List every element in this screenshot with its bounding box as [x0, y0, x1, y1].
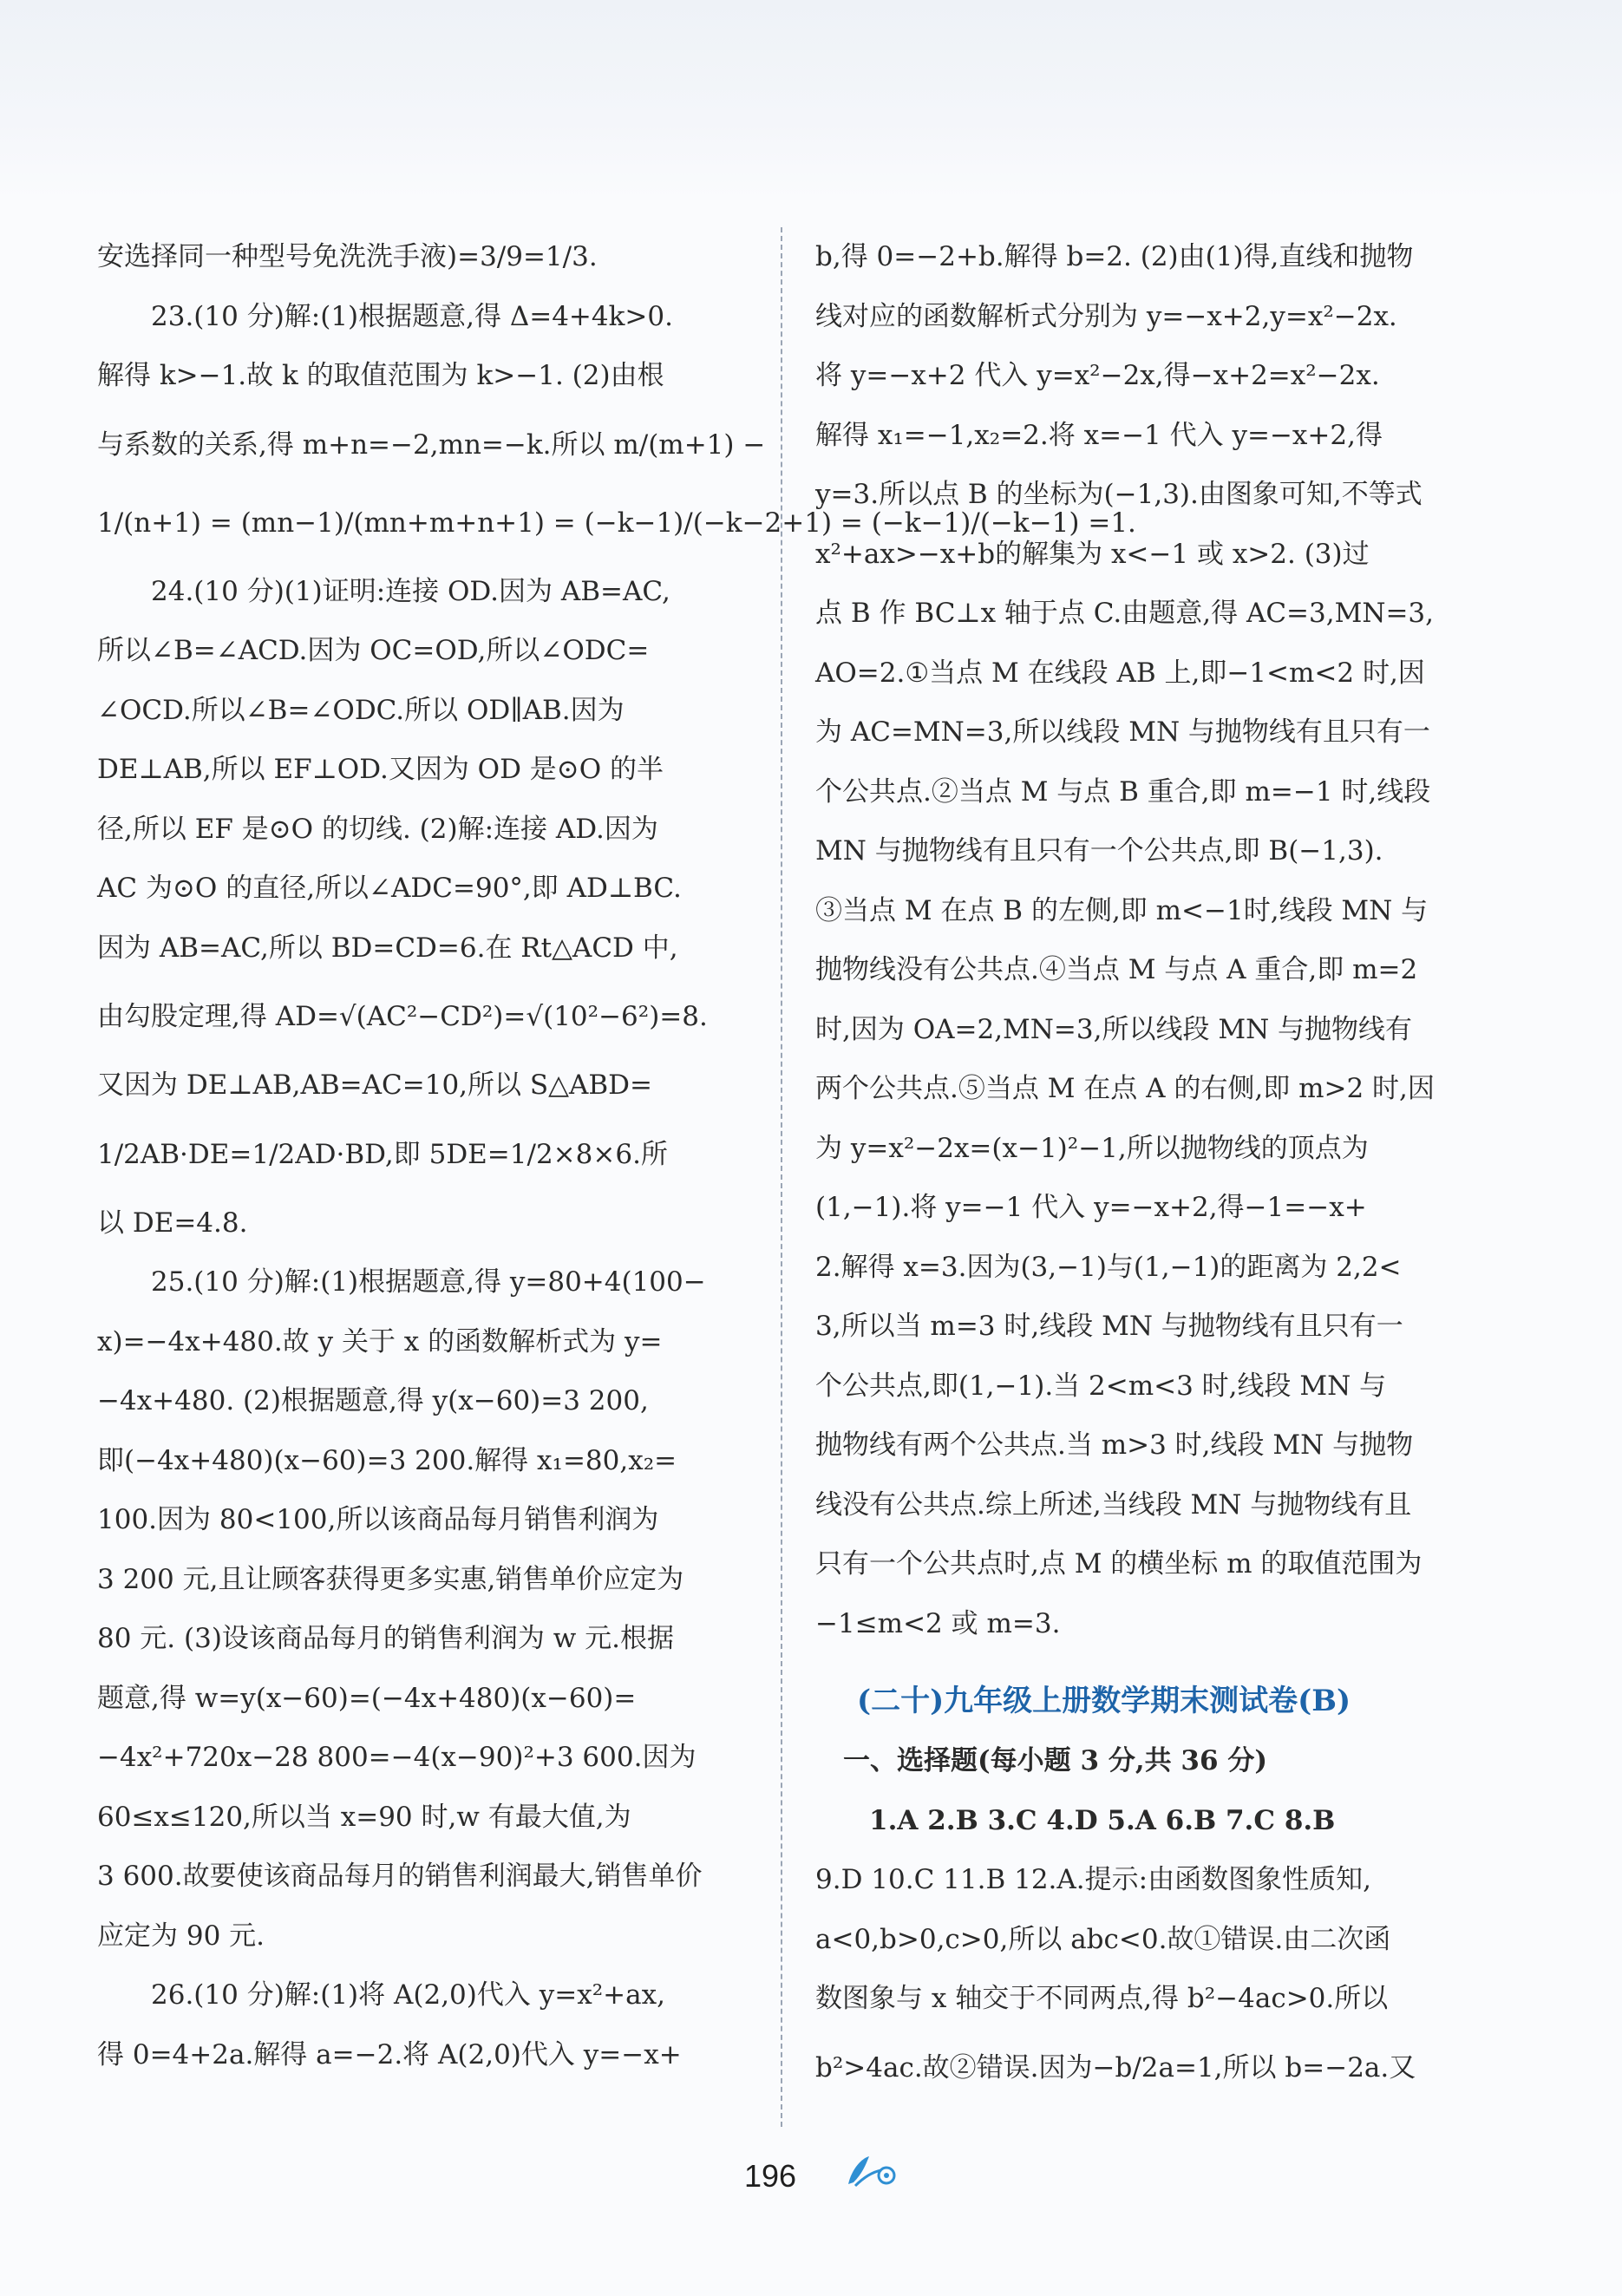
text-line: y=3.所以点 B 的坐标为(−1,3).由图象可知,不等式 — [815, 479, 1423, 510]
text-line: 24.(10 分)(1)证明:连接 OD.因为 AB=AC, — [151, 575, 670, 607]
text-line: −4x²+720x−28 800=−4(x−90)²+3 600.因为 — [97, 1742, 697, 1773]
page-number: 196 — [744, 2158, 797, 2194]
text-line: 径,所以 EF 是⊙O 的切线. (2)解:连接 AD.因为 — [97, 813, 658, 845]
right-column — [815, 227, 1475, 2107]
text-line: 抛物线没有公共点.④当点 M 与点 A 重合,即 m=2 — [815, 954, 1418, 985]
text-line: 题意,得 w=y(x−60)=(−4x+480)(x−60)= — [97, 1682, 637, 1714]
text-line: 线没有公共点.综上所述,当线段 MN 与抛物线有且 — [815, 1488, 1412, 1521]
text-line: ③当点 M 在点 B 的左侧,即 m<−1时,线段 MN 与 — [815, 894, 1429, 926]
swirl-leaf-icon — [843, 2151, 899, 2189]
text-line: 与系数的关系,得 m+n=−2,mn=−k.所以 m/(m+1) − — [97, 428, 766, 461]
text-line: 25.(10 分)解:(1)根据题意,得 y=80+4(100− — [151, 1266, 706, 1298]
text-line: 3 600.故要使该商品每月的销售利润最大,销售单价 — [97, 1861, 703, 1892]
text-line: 1/2AB·DE=1/2AD·BD,即 5DE=1/2×8×6.所 — [97, 1138, 668, 1170]
text-line: 80 元. (3)设该商品每月的销售利润为 w 元.根据 — [97, 1623, 675, 1654]
text-line: DE⊥AB,所以 EF⊥OD.又因为 OD 是⊙O 的半 — [97, 754, 664, 785]
text-line: 3,所以当 m=3 时,线段 MN 与抛物线有且只有一 — [815, 1311, 1403, 1342]
text-line: −1≤m<2 或 m=3. — [815, 1607, 1061, 1639]
text-line: 线对应的函数解析式分别为 y=−x+2,y=x²−2x. — [815, 300, 1397, 332]
text-line: 又因为 DE⊥AB,AB=AC=10,所以 S△ABD= — [97, 1070, 652, 1101]
text-line: 得 0=4+2a.解得 a=−2.将 A(2,0)代入 y=−x+ — [97, 2038, 682, 2070]
column-divider — [781, 227, 782, 2127]
section-subtitle: 一、选择题(每小题 3 分,共 36 分) — [843, 1745, 1268, 1776]
text-line: 为 AC=MN=3,所以线段 MN 与抛物线有且只有一 — [815, 716, 1430, 748]
text-line: AO=2.①当点 M 在线段 AB 上,即−1<m<2 时,因 — [815, 657, 1425, 689]
text-line: 1/(n+1) = (mn−1)/(mn+m+n+1) = (−k−1)/(−k−2+1) = (−k−1)/(−k−1) =1. — [97, 507, 1136, 539]
text-line: 安选择同一种型号免洗洗手液)=3/9=1/3. — [97, 241, 598, 272]
text-line: 只有一个公共点时,点 M 的横坐标 m 的取值范围为 — [815, 1548, 1423, 1580]
text-line: ∠OCD.所以∠B=∠ODC.所以 OD∥AB.因为 — [97, 694, 625, 726]
text-line: (1,−1).将 y=−1 代入 y=−x+2,得−1=−x+ — [815, 1192, 1367, 1223]
text-line: 以 DE=4.8. — [97, 1207, 248, 1239]
text-line: 两个公共点.⑤当点 M 在点 A 的右侧,即 m>2 时,因 — [815, 1073, 1435, 1104]
text-line: 解得 k>−1.故 k 的取值范围为 k>−1. (2)由根 — [97, 360, 664, 391]
text-line: 23.(10 分)解:(1)根据题意,得 Δ=4+4k>0. — [151, 300, 673, 332]
text-line: 个公共点,即(1,−1).当 2<m<3 时,线段 MN 与 — [815, 1370, 1387, 1402]
text-line: a<0,b>0,c>0,所以 abc<0.故①错误.由二次函 — [815, 1923, 1391, 1955]
text-line: −4x+480. (2)根据题意,得 y(x−60)=3 200, — [97, 1385, 649, 1416]
text-line: 9.D 10.C 11.B 12.A.提示:由函数图象性质知, — [815, 1864, 1371, 1895]
text-line: 解得 x₁=−1,x₂=2.将 x=−1 代入 y=−x+2,得 — [815, 419, 1383, 451]
text-line: 3 200 元,且让顾客获得更多实惠,销售单价应定为 — [97, 1563, 684, 1595]
text-line: 点 B 作 BC⊥x 轴于点 C.由题意,得 AC=3,MN=3, — [815, 598, 1435, 629]
text-line: 抛物线有两个公共点.当 m>3 时,线段 MN 与抛物 — [815, 1429, 1414, 1461]
text-line: 即(−4x+480)(x−60)=3 200.解得 x₁=80,x₂= — [97, 1444, 677, 1476]
text-line: 60≤x≤120,所以当 x=90 时,w 有最大值,为 — [97, 1801, 631, 1833]
text-line: b,得 0=−2+b.解得 b=2. (2)由(1)得,直线和抛物 — [815, 241, 1414, 272]
text-line: 2.解得 x=3.因为(3,−1)与(1,−1)的距离为 2,2< — [815, 1251, 1402, 1283]
text-line: AC 为⊙O 的直径,所以∠ADC=90°,即 AD⊥BC. — [97, 873, 682, 904]
text-line: 应定为 90 元. — [97, 1920, 265, 1952]
text-line: 将 y=−x+2 代入 y=x²−2x,得−x+2=x²−2x. — [815, 360, 1380, 391]
section-title: (二十)九年级上册数学期末测试卷(B) — [857, 1684, 1351, 1718]
text-line: x)=−4x+480.故 y 关于 x 的函数解析式为 y= — [97, 1325, 663, 1357]
text-line: b²>4ac.故②错误.因为−b/2a=1,所以 b=−2a.又 — [815, 2051, 1416, 2083]
text-line: 数图象与 x 轴交于不同两点,得 b²−4ac>0.所以 — [815, 1983, 1389, 2014]
text-line: 所以∠B=∠ACD.因为 OC=OD,所以∠ODC= — [97, 635, 650, 666]
text-line: 由勾股定理,得 AD=√(AC²−CD²)=√(10²−6²)=8. — [97, 1001, 708, 1032]
text-line: x²+ax>−x+b的解集为 x<−1 或 x>2. (3)过 — [815, 538, 1370, 570]
text-line: 个公共点.②当点 M 与点 B 重合,即 m=−1 时,线段 — [815, 775, 1431, 808]
text-line: 为 y=x²−2x=(x−1)²−1,所以抛物线的顶点为 — [815, 1132, 1369, 1164]
text-line: 26.(10 分)解:(1)将 A(2,0)代入 y=x²+ax, — [151, 1979, 665, 2011]
text-line: MN 与抛物线有且只有一个公共点,即 B(−1,3). — [815, 835, 1383, 867]
answers-line: 1.A 2.B 3.C 4.D 5.A 6.B 7.C 8.B — [869, 1804, 1336, 1836]
page-header-band — [0, 0, 1622, 200]
text-line: 100.因为 80<100,所以该商品每月销售利润为 — [97, 1504, 659, 1535]
text-line: 时,因为 OA=2,MN=3,所以线段 MN 与抛物线有 — [815, 1013, 1413, 1045]
text-line: 因为 AB=AC,所以 BD=CD=6.在 Rt△ACD 中, — [97, 932, 678, 964]
